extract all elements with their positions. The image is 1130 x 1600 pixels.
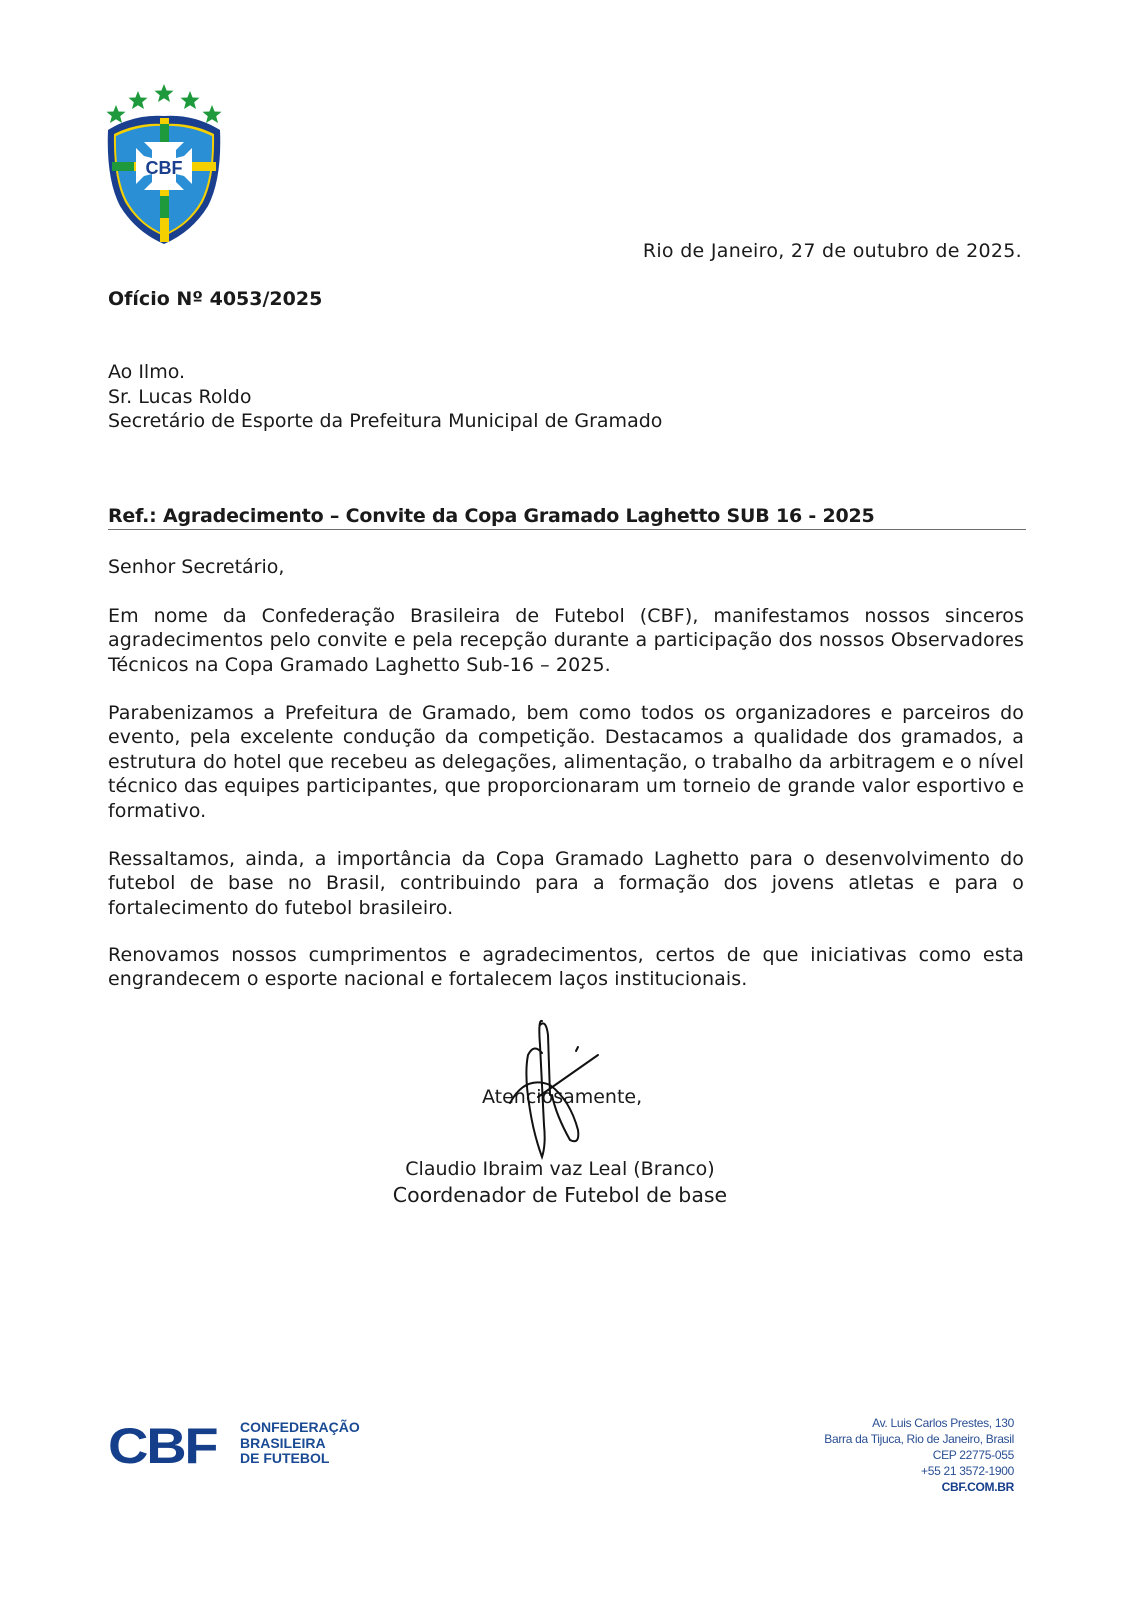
phone-number: +55 21 3572-1900: [921, 1464, 1014, 1478]
address-line: Barra da Tijuca, Rio de Janeiro, Brasil: [824, 1432, 1014, 1446]
footer-address: [700, 1415, 1014, 1495]
org-name-line: BRASILEIRA: [240, 1434, 326, 1451]
signer-name: Claudio Ibraim vaz Leal (Branco): [405, 1158, 715, 1180]
footer-cbf-logo: CBF: [108, 1418, 217, 1474]
salutation: Senhor Secretário,: [108, 556, 285, 578]
signer-role: Coordenador de Futebol de base: [392, 1183, 728, 1207]
oficio-number: Ofício Nº 4053/2025: [108, 288, 323, 310]
handwritten-signature: [490, 1015, 620, 1175]
body-paragraph: Ressaltamos, ainda, a importância da Copa Gramado Laghetto para o desenvolvimento do futebol de base no Brasil, contribuindo para a formação dos jovens atletas e para o fortalecimento do futebol brasileiro.: [108, 848, 1024, 919]
body-paragraph: Renovamos nossos cumprimentos e agradecimentos, certos de que iniciativas como esta engrandecem o esporte nacional e fortalecem laços institucionais.: [108, 944, 1024, 991]
recipient-line: Secretário de Esporte da Prefeitura Municipal de Gramado: [108, 410, 663, 432]
crest-cbf-text: CBF: [145, 158, 183, 178]
org-name-line: DE FUTEBOL: [240, 1450, 330, 1466]
closing: Atenciosamente,: [482, 1086, 643, 1108]
body-paragraph: Parabenizamos a Prefeitura de Gramado, bem como todos os organizadores e parceiros do evento, pela excelente condução da competição. Destacamos a qualidade dos gramados, a estrutura do hotel que recebeu as delegações, alimentação, o trabalho da arbitragem e o nível técnico das equipes participantes, que proporcionaram um torneio de grande valor esportivo e formativo.: [108, 702, 1024, 822]
address-line: CEP 22775-055: [932, 1448, 1014, 1462]
footer-org-name: [240, 1420, 360, 1467]
recipient-line: Ao Ilmo.: [108, 361, 186, 383]
body-paragraph: Em nome da Confederação Brasileira de Futebol (CBF), manifestamos nossos sinceros agradecimentos pelo convite e pela recepção durante a participação dos nossos Observadores Técnicos na Copa Gramado Laghetto Sub-16 – 2025.: [108, 605, 1024, 676]
recipient-block: [108, 360, 662, 434]
address-line: Av. Luis Carlos Prestes, 130: [872, 1416, 1014, 1430]
website-link[interactable]: CBF.COM.BR: [941, 1480, 1014, 1494]
org-name-line: CONFEDERAÇÃO: [240, 1419, 360, 1435]
recipient-line: Sr. Lucas Roldo: [108, 385, 252, 408]
reference-line: Ref.: Agradecimento – Convite da Copa Gramado Laghetto SUB 16 - 2025: [108, 505, 1026, 530]
letter-date: Rio de Janeiro, 27 de outubro de 2025.: [642, 240, 1022, 262]
cbf-crest-logo: [104, 84, 224, 246]
